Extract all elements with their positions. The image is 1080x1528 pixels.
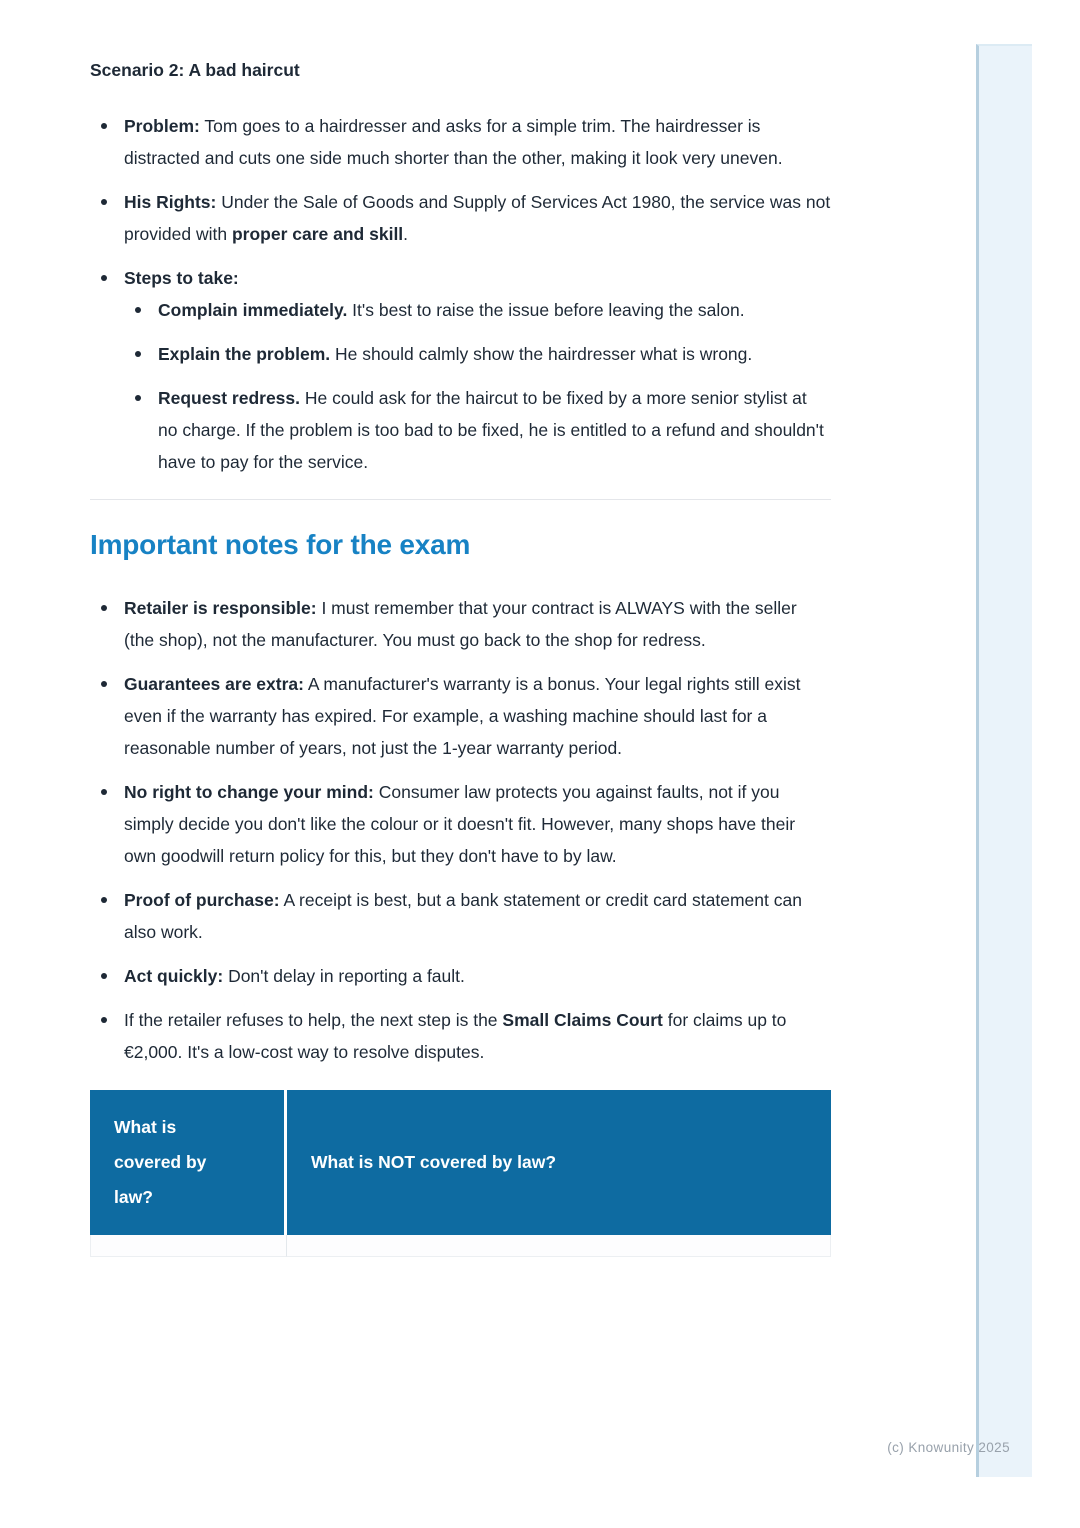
- bold-text: Complain immediately.: [158, 300, 348, 320]
- table-cell-not-covered: [287, 1235, 831, 1257]
- text: Tom goes to a hairdresser and asks for a simple trim. The hairdresser is distracted and cuts one side much shorter than the other, making it look very uneven.: [124, 116, 783, 168]
- text: He should calmly show the hairdresser what is wrong.: [330, 344, 753, 364]
- text: If the retailer refuses to help, the next step is the: [124, 1010, 503, 1030]
- list-item: [90, 186, 831, 250]
- table-header-covered: [90, 1090, 287, 1235]
- list-item: [90, 1004, 831, 1068]
- text: for claims up to €2,000. It's a low-cost way to resolve disputes.: [124, 1010, 787, 1062]
- coverage-table-header: [90, 1090, 831, 1235]
- watermark: (c) Knowunity 2025: [887, 1440, 1010, 1455]
- bold-text: Retailer is responsible:: [124, 598, 317, 618]
- scenario-heading: Scenario 2: A bad haircut: [90, 60, 300, 80]
- text: A receipt is best, but a bank statement or credit card statement can also work.: [124, 890, 802, 942]
- text: .: [403, 224, 409, 244]
- sub-list: [124, 294, 831, 478]
- bold-text: proper care and skill: [231, 224, 404, 244]
- list-item: [90, 668, 831, 764]
- text: I must remember that your contract is ALWAYS with the seller (the shop), not the manufacturer. You must go back to the shop for redress.: [124, 598, 797, 650]
- bold-text: Small Claims Court: [502, 1010, 663, 1030]
- text: Under the Sale of Goods and Supply of Services Act 1980, the service was not provided with: [124, 192, 831, 244]
- bold-text: Explain the problem.: [158, 344, 331, 364]
- bold-text: Proof of purchase:: [124, 890, 280, 910]
- text: Consumer law protects you against faults, not if you simply decide you don't like the colour or it doesn't fit. However, many shops have their own goodwill return policy for this, but they don't have to by law.: [124, 782, 796, 866]
- text: It's best to raise the issue before leaving the salon.: [347, 300, 745, 320]
- bold-text: No right to change your mind:: [124, 782, 374, 802]
- notes-heading: Important notes for the exam: [90, 529, 471, 560]
- list-item: [90, 776, 831, 872]
- table-cell-covered: [90, 1235, 287, 1257]
- bold-text: Act quickly:: [124, 966, 224, 986]
- text: He could ask for the haircut to be fixed by a more senior stylist at no charge. If the problem is too bad to be fixed, he is entitled to a refund and shouldn't have to pay for the service.: [158, 388, 824, 472]
- table-header-not-covered: [287, 1090, 831, 1235]
- coverage-table: [90, 1090, 831, 1257]
- list-item: [90, 262, 831, 478]
- coverage-table-body: [90, 1235, 831, 1257]
- bold-text: His Rights:: [124, 192, 217, 212]
- bold-text: Steps to take:: [124, 268, 239, 288]
- list-item: [124, 382, 831, 478]
- table-header-row: [90, 1090, 831, 1235]
- list-item: [90, 884, 831, 948]
- bold-text: Request redress.: [158, 388, 301, 408]
- scenario-list: [90, 110, 831, 478]
- list-item: [90, 592, 831, 656]
- table-row: [90, 1235, 831, 1257]
- page-content: [90, 0, 831, 1257]
- list-item: [124, 294, 831, 326]
- text: Don't delay in reporting a fault.: [223, 966, 465, 986]
- section-divider: [90, 499, 831, 500]
- list-item: [124, 338, 831, 370]
- list-item: [90, 110, 831, 174]
- text: A manufacturer's warranty is a bonus. Your legal rights still exist even if the warranty has expired. For example, a washing machine should last for a reasonable number of years, not just the 1-year warranty period.: [124, 674, 801, 758]
- next-page-edge: [976, 44, 1032, 1477]
- notes-list: [90, 592, 831, 1068]
- list-item: [90, 960, 831, 992]
- bold-text: Problem:: [124, 116, 200, 136]
- table-header-not-covered-label: What is NOT covered by law?: [311, 1152, 557, 1172]
- table-header-covered-label: What is covered by law?: [114, 1117, 207, 1207]
- bold-text: Guarantees are extra:: [124, 674, 304, 694]
